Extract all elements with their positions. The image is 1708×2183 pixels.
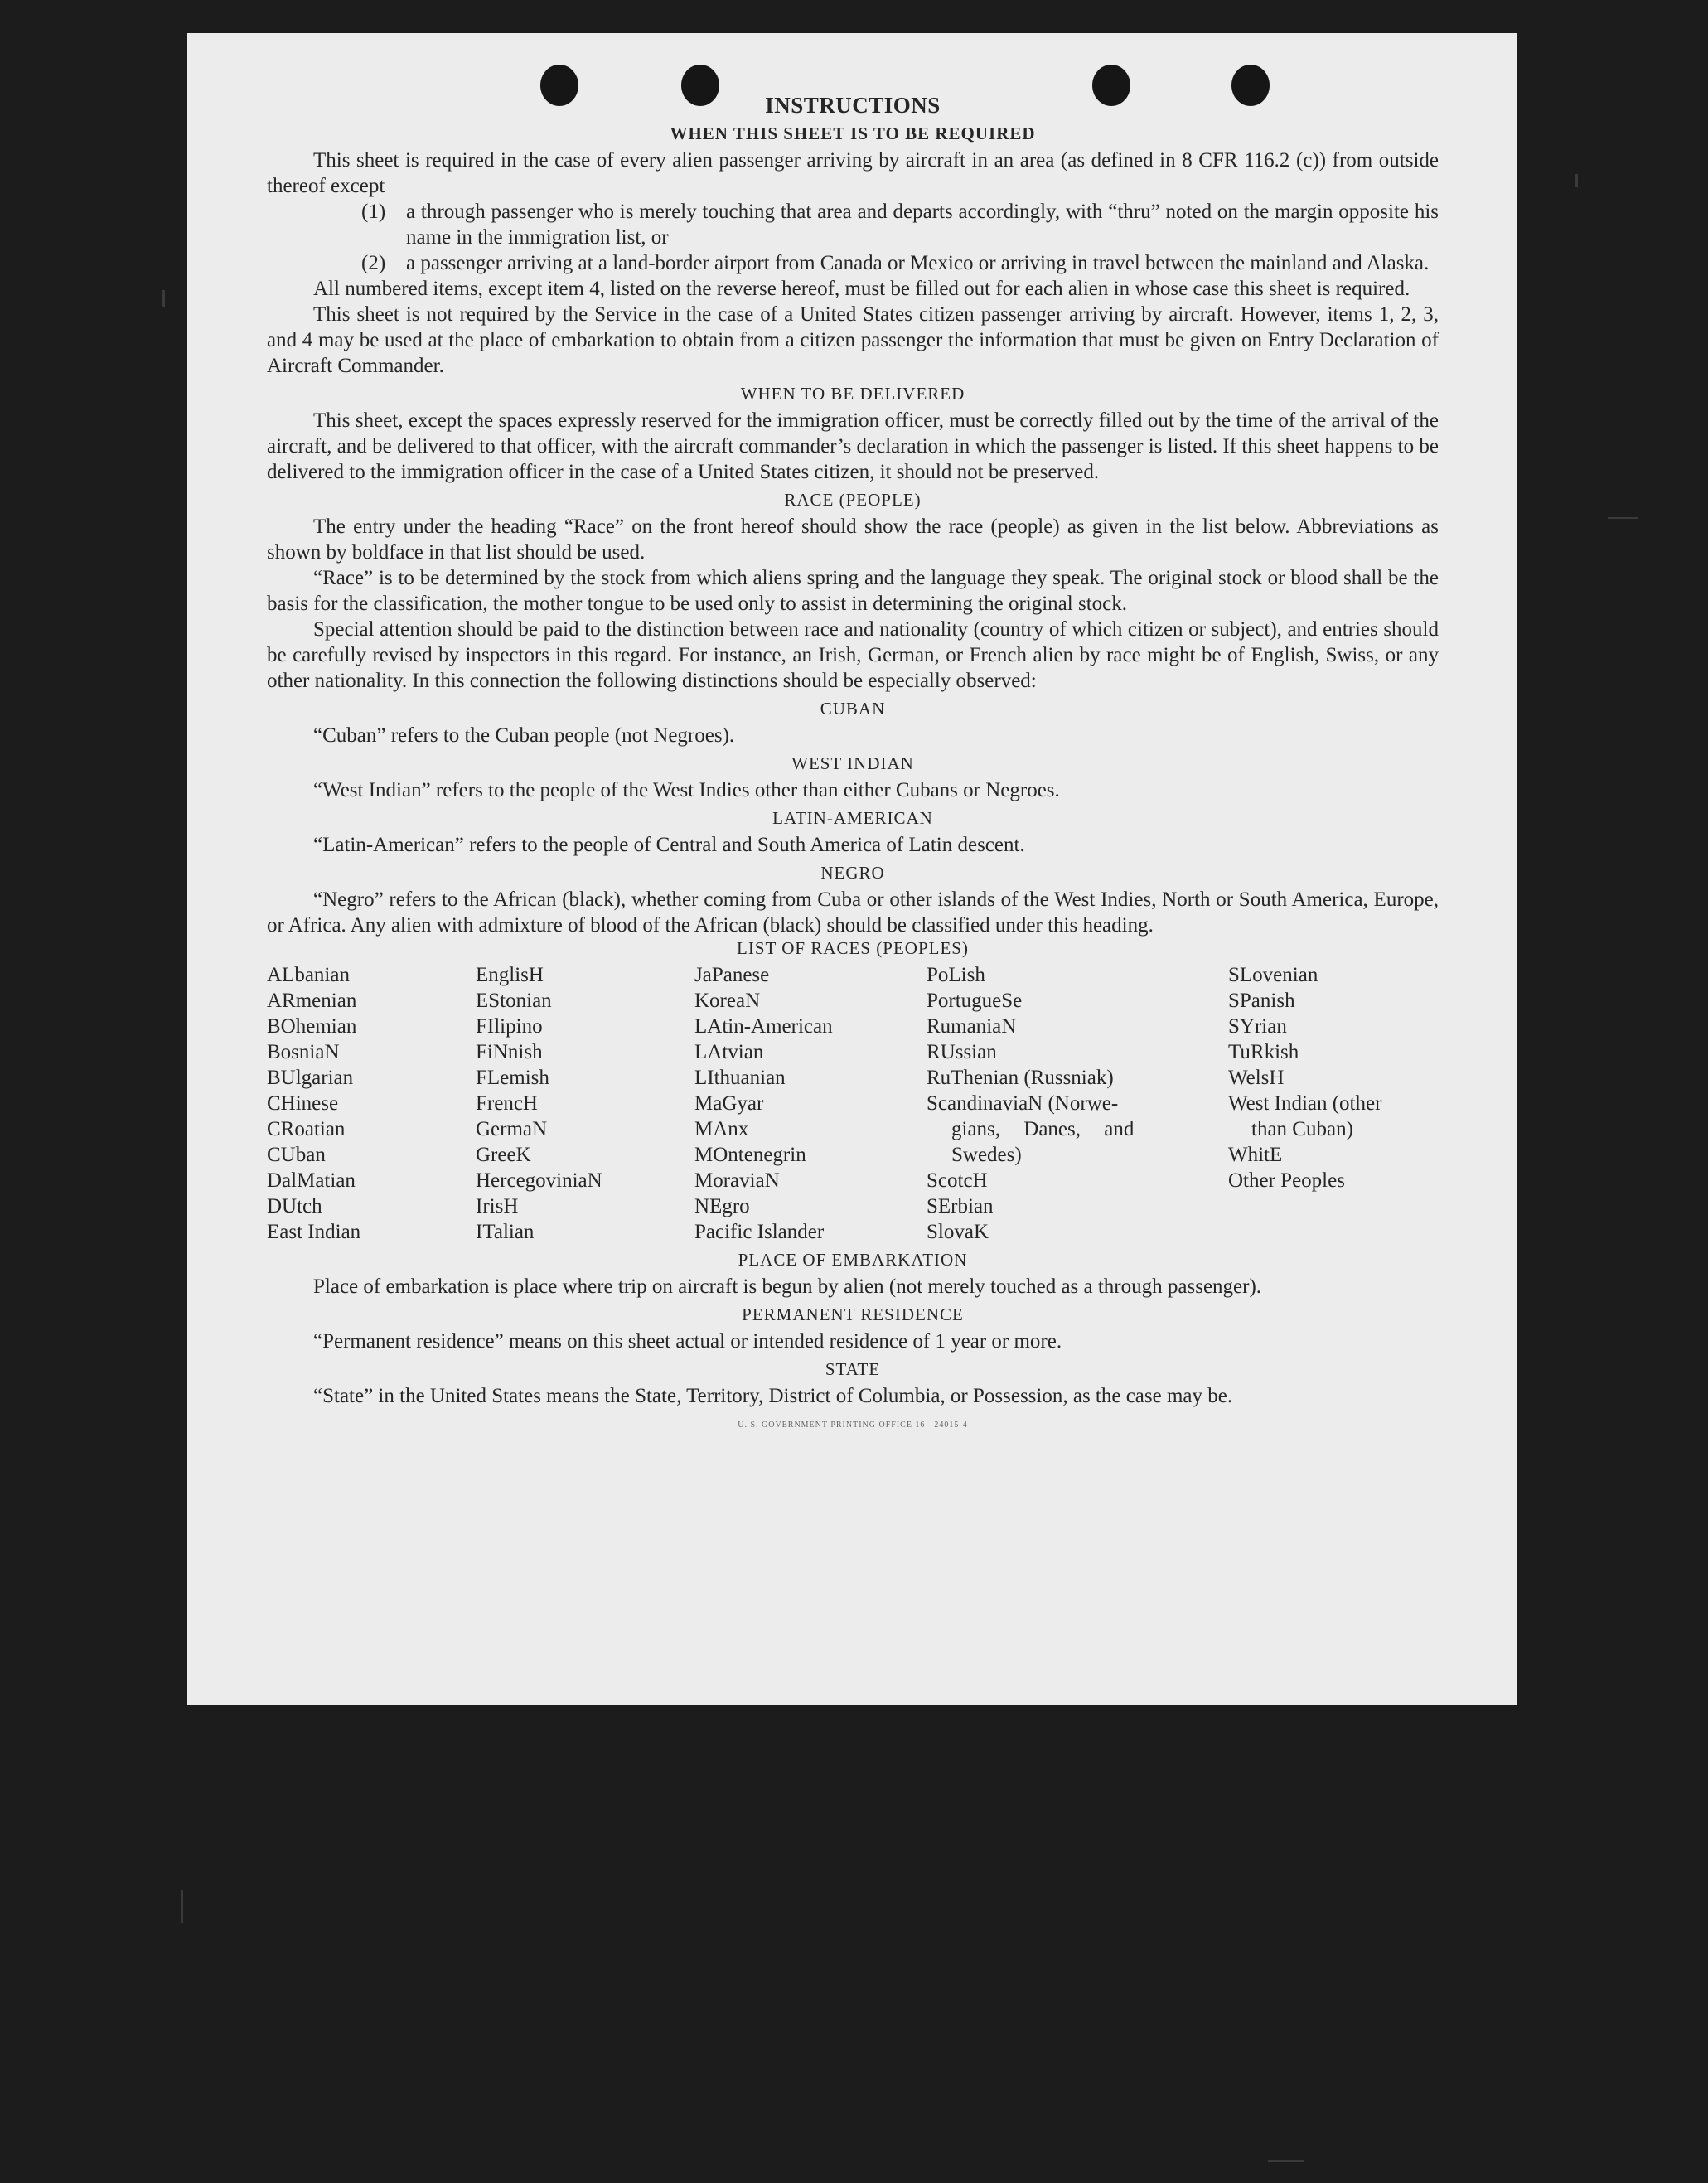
list-item (361, 250, 1439, 276)
race-entry-continued: Swedes) (951, 1144, 1022, 1166)
race-entry: GermaN (476, 1118, 548, 1140)
race-entry: HercegoviniaN (476, 1169, 602, 1192)
race-entry: GreeK (476, 1144, 531, 1166)
race-entry: NEgro (694, 1195, 750, 1217)
paragraph: “Race” is to be determined by the stock from which aliens spring and the language they speak. The original stock or blood shall be the basis for the classification, the mother tongue to be used only to assist in determining the original stock. (267, 567, 1439, 615)
race-entry: SPanish (1228, 990, 1295, 1012)
paragraph: Place of embarkation is place where trip on aircraft is begun by alien (not merely touched as a through passenger). (313, 1275, 1262, 1298)
printer-imprint: U. S. GOVERNMENT PRINTING OFFICE 16—24015-4 (738, 1421, 968, 1430)
paragraph: “Cuban” refers to the Cuban people (not Negroes). (313, 724, 735, 747)
paragraph: “West Indian” refers to the people of the West Indies other than either Cubans or Negroes. (313, 779, 1060, 801)
race-entry: RUssian (927, 1041, 997, 1063)
item-number: (1) (361, 201, 386, 223)
scan-speck (162, 290, 165, 307)
race-entry: KoreaN (694, 990, 761, 1012)
race-entry: LAtin-American (694, 1015, 833, 1038)
item-number: (2) (361, 252, 386, 274)
race-entry: ARmenian (267, 990, 357, 1012)
section-heading-west-indian: WEST INDIAN (791, 753, 914, 773)
paragraph: “Permanent residence” means on this sheet actual or intended residence of 1 year or more. (313, 1330, 1062, 1353)
section-heading-embarkation: PLACE OF EMBARKATION (738, 1250, 968, 1270)
section-heading-latin-american: LATIN-AMERICAN (772, 808, 933, 828)
section-heading-state: STATE (825, 1359, 881, 1379)
race-entry: EStonian (476, 990, 552, 1012)
paragraph: “Latin-American” refers to the people of Central and South America of Latin descent. (313, 834, 1025, 856)
race-entry: FLemish (476, 1067, 549, 1089)
race-entry: SLovenian (1228, 964, 1318, 986)
race-entry: LIthuanian (694, 1067, 786, 1089)
race-entry-continued: gians, Danes, and (951, 1118, 1135, 1140)
race-entry: ALbanian (267, 964, 350, 986)
race-entry: SlovaK (927, 1221, 989, 1243)
race-entry: FIlipino (476, 1015, 543, 1038)
list-item (361, 199, 1439, 250)
race-entry: LAtvian (694, 1041, 764, 1063)
paragraph: The entry under the heading “Race” on the front hereof should show the race (people) as given in the list below. Abbreviations as shown by boldface in that list should be used. (267, 515, 1439, 564)
paragraph: This sheet is required in the case of every alien passenger arriving by aircraft in an area (as defined in 8 CFR 116.2 (c)) from outside thereof except (267, 149, 1439, 197)
race-entry: BOhemian (267, 1015, 357, 1038)
scan-speck (1575, 174, 1578, 187)
race-entry: CRoatian (267, 1118, 346, 1140)
race-entry: West Indian (other (1228, 1092, 1382, 1115)
race-entry: RuThenian (Russniak) (927, 1067, 1114, 1089)
section-heading-required: WHEN THIS SHEET IS TO BE REQUIRED (670, 123, 1036, 143)
race-entry: Pacific Islander (694, 1221, 825, 1243)
race-entry: FrencH (476, 1092, 538, 1115)
race-entry: PoLish (927, 964, 985, 986)
race-entry: BosniaN (267, 1041, 340, 1063)
race-entry: SYrian (1228, 1015, 1287, 1038)
paragraph: “Negro” refers to the African (black), whether coming from Cuba or other islands of the West Indies, North or South America, Europe, or Africa. Any alien with admixture of blood of the African (black) should be classified under this heading. (267, 888, 1439, 937)
scan-speck (1268, 2160, 1304, 2162)
race-entry: MoraviaN (694, 1169, 780, 1192)
instructions-content (267, 93, 1439, 1430)
race-entry: BUlgarian (267, 1067, 354, 1089)
scan-speck (181, 1890, 183, 1923)
race-entry: SErbian (927, 1195, 994, 1217)
race-entry: ScandinaviaN (Norwe- (927, 1092, 1119, 1115)
page-title: INSTRUCTIONS (765, 93, 941, 118)
section-heading-delivered: WHEN TO BE DELIVERED (740, 384, 965, 404)
race-entry: CUban (267, 1144, 326, 1166)
section-heading-negro: NEGRO (820, 863, 885, 883)
races-column-5 (1228, 962, 1435, 1245)
race-entry: TuRkish (1228, 1041, 1299, 1063)
race-entry-continued: than Cuban) (1251, 1118, 1353, 1140)
races-column-3 (694, 962, 927, 1245)
section-heading-races-list: LIST OF RACES (PEOPLES) (737, 938, 969, 958)
race-entry: MaGyar (694, 1092, 764, 1115)
race-entry: ScotcH (927, 1169, 988, 1192)
scan-speck (1608, 517, 1638, 519)
paragraph: This sheet, except the spaces expressly reserved for the immigration officer, must be correctly filled out by the time of the arrival of the aircraft, and be delivered to that officer, with the aircraft commander’s declaration in which the passenger is listed. If this sheet happens to be delivered to the immigration officer in the case of a United States citizen, it should not be preserved. (267, 409, 1439, 483)
races-column-4 (927, 962, 1162, 1245)
race-entry: WhitE (1228, 1144, 1283, 1166)
race-entry: PortugueSe (927, 990, 1023, 1012)
race-entry: MOntenegrin (694, 1144, 806, 1166)
paragraph: All numbered items, except item 4, listed on the reverse hereof, must be filled out for each alien in whose case this sheet is required. (313, 278, 1410, 300)
races-column-1 (267, 962, 476, 1245)
item-text: a through passenger who is merely touching that area and departs accordingly, with “thru” noted on the margin opposite his name in the immigration list, or (406, 201, 1439, 249)
race-entry: IrisH (476, 1195, 519, 1217)
race-entry: DalMatian (267, 1169, 356, 1192)
race-entry: DUtch (267, 1195, 322, 1217)
section-heading-residence: PERMANENT RESIDENCE (742, 1304, 964, 1324)
race-entry: CHinese (267, 1092, 339, 1115)
paragraph: This sheet is not required by the Service in the case of a United States citizen passenger arriving by aircraft. However, items 1, 2, 3, and 4 may be used at the place of embarkation to obtain from a citizen passenger the information that must be given on Entry Declaration of Aircraft Commander. (267, 303, 1439, 377)
race-entry: ITalian (476, 1221, 535, 1243)
section-heading-race: RACE (PEOPLE) (784, 490, 922, 510)
race-entry: RumaniaN (927, 1015, 1017, 1038)
race-entry: FiNnish (476, 1041, 543, 1063)
document-sheet (187, 33, 1517, 1705)
race-entry: EnglisH (476, 964, 544, 986)
race-entry: East Indian (267, 1221, 361, 1243)
race-entry: Other Peoples (1228, 1169, 1345, 1192)
races-list (267, 962, 1439, 1245)
paragraph: Special attention should be paid to the distinction between race and nationality (country of which citizen or subject), and entries should be carefully revised by inspectors in this regard. For instance, an Irish, German, or French alien by race might be of English, Swiss, or any other nationality. In this connection the following distinctions should be especially observed: (267, 618, 1439, 692)
race-entry: JaPanese (694, 964, 770, 986)
section-heading-cuban: CUBAN (820, 699, 886, 719)
races-column-2 (476, 962, 694, 1245)
race-entry: WelsH (1228, 1067, 1285, 1089)
item-text: a passenger arriving at a land-border airport from Canada or Mexico or arriving in travel between the mainland and Alaska. (406, 252, 1430, 274)
race-entry: MAnx (694, 1118, 749, 1140)
paragraph: “State” in the United States means the State, Territory, District of Columbia, or Possession, as the case may be. (313, 1385, 1233, 1407)
